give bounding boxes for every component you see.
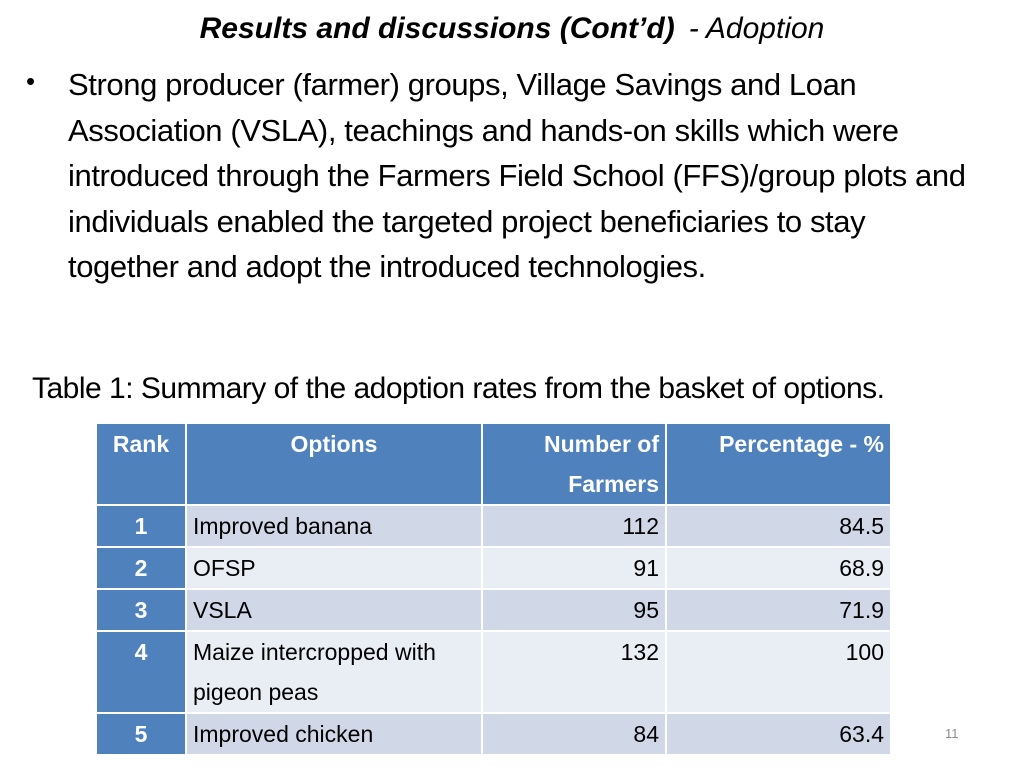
header-number-of-farmers: Number of Farmers (482, 423, 666, 505)
adoption-rates-table (95, 422, 892, 756)
slide-title (0, 10, 1024, 48)
table-row (96, 547, 891, 589)
rank-cell: 1 (96, 505, 186, 547)
rank-cell: 5 (96, 713, 186, 755)
option-cell: Improved chicken (186, 713, 482, 755)
table-row (96, 631, 891, 713)
percentage-cell: 63.4 (666, 713, 891, 755)
adoption-table-container (95, 422, 892, 756)
rank-cell: 4 (96, 631, 186, 713)
option-cell: OFSP (186, 547, 482, 589)
option-cell: Improved banana (186, 505, 482, 547)
header-options: Options (186, 423, 482, 505)
bullet-marker: • (26, 66, 36, 96)
percentage-cell: 68.9 (666, 547, 891, 589)
table-header-row (96, 423, 891, 505)
percentage-cell: 84.5 (666, 505, 891, 547)
table-caption: Table 1: Summary of the adoption rates from the basket of options. (32, 372, 885, 405)
farmers-cell: 91 (482, 547, 666, 589)
option-cell: VSLA (186, 589, 482, 631)
option-cell: Maize intercropped with pigeon peas (186, 631, 482, 713)
farmers-cell: 112 (482, 505, 666, 547)
bullet-text: Strong producer (farmer) groups, Village Savings and Loan Association (VSLA), teachings and hands-on skills which were introduced through the Farmers Field School (FFS)/group plots and individuals enabled the targeted project beneficiaries to stay together and adopt the introduced technologies. (68, 67, 966, 284)
table-row (96, 589, 891, 631)
percentage-cell: 100 (666, 631, 891, 713)
percentage-cell: 71.9 (666, 589, 891, 631)
farmers-cell: 95 (482, 589, 666, 631)
header-rank: Rank (96, 423, 186, 505)
header-percentage: Percentage - % (666, 423, 891, 505)
slide-title-main: Results and discussions (Cont’d) (199, 12, 675, 45)
table-row (96, 713, 891, 755)
rank-cell: 2 (96, 547, 186, 589)
farmers-cell: 84 (482, 713, 666, 755)
slide-title-sub: - Adoption (688, 12, 825, 45)
table-row (96, 505, 891, 547)
farmers-cell: 132 (482, 631, 666, 713)
rank-cell: 3 (96, 589, 186, 631)
page-number: 11 (945, 726, 959, 741)
